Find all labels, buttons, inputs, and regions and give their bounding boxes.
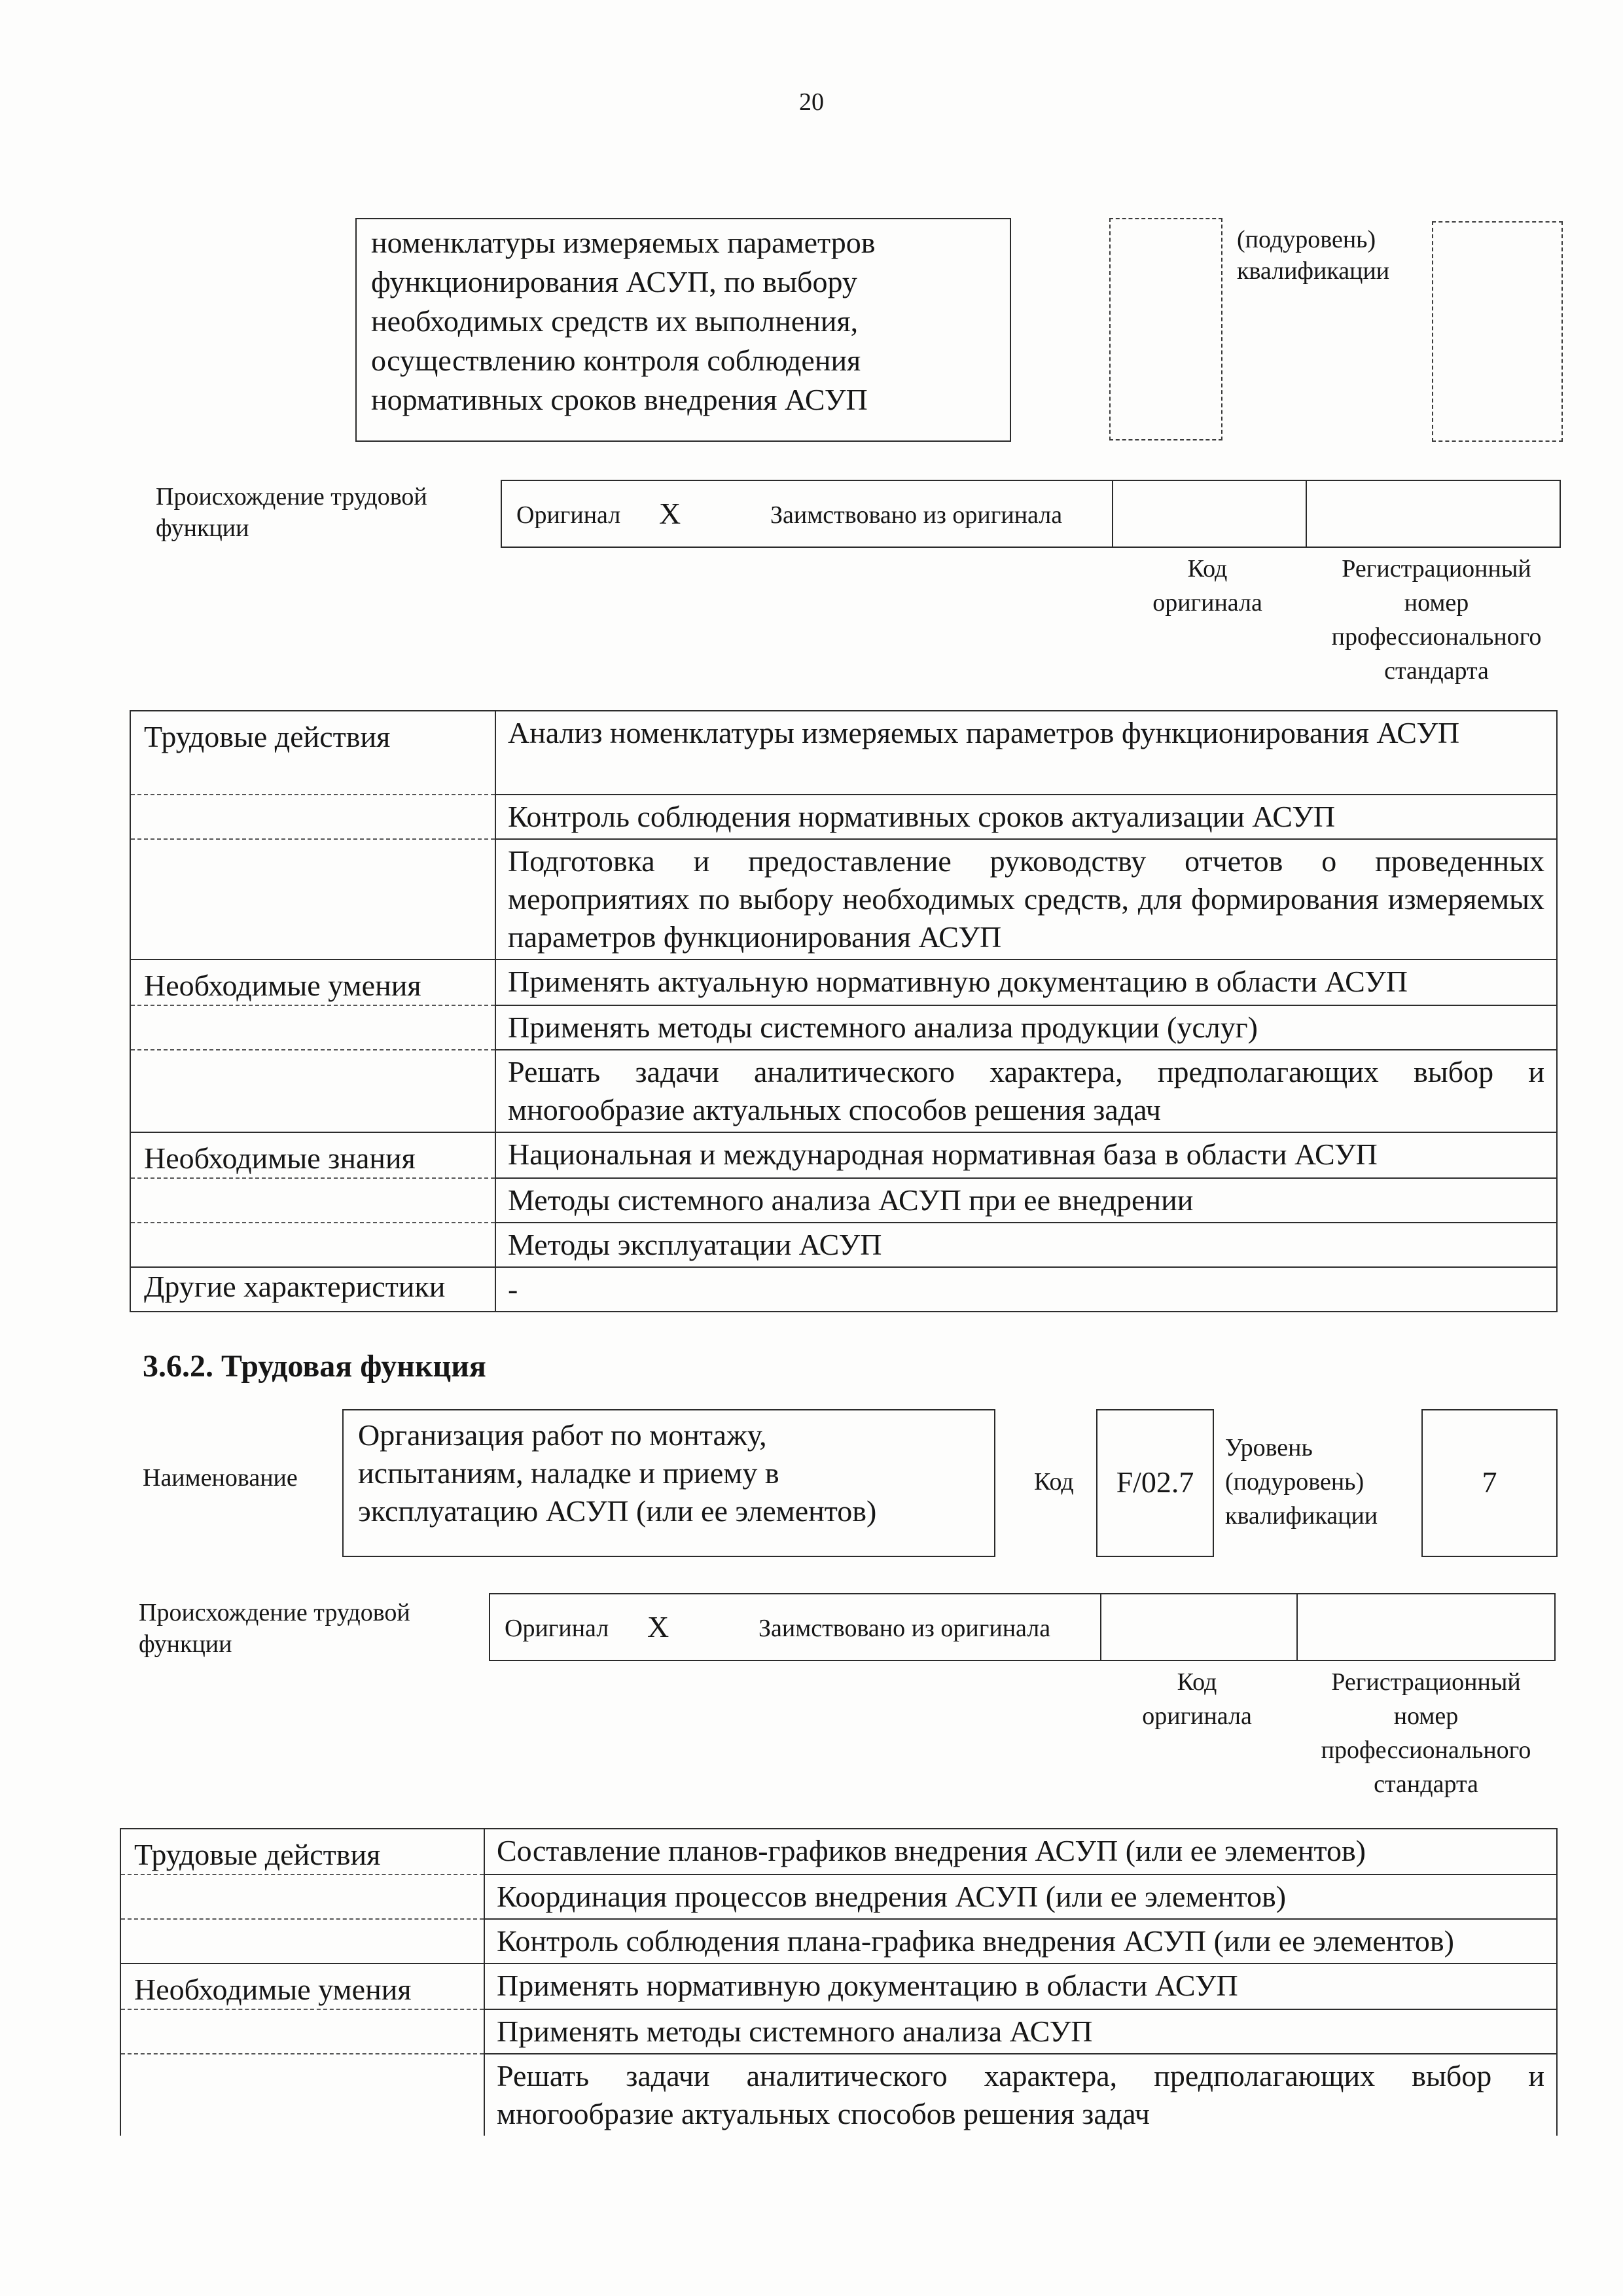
labor-function-table [120,1828,1558,2136]
skills-label: Необходимые умения [120,1964,484,2009]
reg-caption-line: Регистрационный [1331,1668,1521,1696]
action-item: Анализ номенклатуры измеряемых параметров функционирования АСУП [495,711,1557,795]
origin-cell-main [490,1594,1100,1660]
action-item: Контроль соблюдения нормативных сроков актуализации АСУП [495,795,1557,839]
knowledge-item: Методы эксплуатации АСУП [495,1223,1557,1267]
action-item: Контроль соблюдения плана-графика внедрения АСУП (или ее элементов) [484,1919,1557,1964]
reg-caption-line: номер [1404,589,1469,617]
code-caption-line: оригинала [1142,1702,1252,1730]
function-name-line: нормативных сроков внедрения АСУП [371,383,868,416]
code-caption-line: Код [1187,555,1228,583]
reg-caption [1306,552,1567,688]
code-caption-line: оригинала [1152,589,1262,617]
action-item: Координация процессов внедрения АСУП (или ее элементов) [484,1874,1557,1919]
page-number: 20 [799,88,824,116]
level-caption-line: (подуровень) [1225,1468,1364,1496]
skills-label: Необходимые умения [130,960,495,1005]
actions-label: Трудовые действия [120,1829,484,1874]
skill-item: Решать задачи аналитического характера, предполагающих выбор и многообразие актуальных способов решения задач [484,2054,1557,2136]
actions-label: Трудовые действия [130,711,495,795]
skill-item: Применять методы системного анализа продукции (услуг) [495,1005,1557,1050]
level-value: 7 [1482,1465,1497,1499]
level-box [1432,221,1563,442]
origin-code-cell [1100,1594,1296,1660]
origin-reg-cell [1306,481,1560,547]
skill-item: Применять методы системного анализа АСУП [484,2009,1557,2054]
skill-item: Применять нормативную документацию в области АСУП [484,1964,1557,2009]
original-mark: X [647,1610,669,1643]
function-name-line: осуществлению контроля соблюдения [371,344,861,377]
code-label: Код [1034,1468,1074,1496]
origin-code-cell [1112,481,1306,547]
code-box [1109,218,1222,440]
level-caption-line: квалификации [1225,1502,1378,1530]
reg-caption-line: профессионального [1331,623,1542,651]
original-label: Оригинал [505,1615,609,1642]
code-caption [1099,1665,1295,1733]
knowledge-item: Методы системного анализа АСУП при ее внедрении [495,1178,1557,1223]
borrowed-label: Заимствовано из оригинала [758,1615,1051,1642]
origin-reg-cell [1296,1594,1554,1660]
function-name-line: номенклатуры измеряемых параметров [371,226,876,259]
name-label: Наименование [143,1464,298,1492]
reg-caption-line: профессионального [1321,1736,1531,1764]
knowledge-label: Необходимые знания [130,1132,495,1178]
level-box [1421,1409,1558,1557]
level-caption-line: (подуровень) [1237,226,1376,253]
origin-row [501,480,1561,548]
original-label: Оригинал [516,501,621,529]
code-box [1096,1409,1214,1557]
origin-cell-main [502,481,1112,547]
section-heading: 3.6.2. Трудовая функция [143,1349,486,1384]
function-name-line: функционирования АСУП, по выбору [371,265,857,298]
other-label: Другие характеристики [130,1267,495,1312]
action-item: Составление планов-графиков внедрения АСУП (или ее элементов) [484,1829,1557,1874]
borrowed-label: Заимствовано из оригинала [770,501,1063,529]
origin-label-line: Происхождение трудовой [156,483,427,511]
skill-item: Применять актуальную нормативную документацию в области АСУП [495,960,1557,1005]
level-caption-line: квалификации [1237,257,1390,285]
origin-label-line: функции [156,514,249,542]
origin-label-line: Происхождение трудовой [139,1599,410,1626]
reg-caption-line: номер [1393,1702,1459,1730]
level-caption-line: Уровень [1225,1434,1313,1462]
function-name-line: испытаниям, наладке и приему в [358,1456,779,1490]
labor-function-table [130,710,1558,1312]
function-name-box [342,1409,995,1557]
code-caption [1111,552,1304,620]
function-name-line: эксплуатацию АСУП (или ее элементов) [358,1494,877,1528]
original-mark: X [659,497,681,530]
function-name-line: Организация работ по монтажу, [358,1418,767,1452]
reg-caption [1295,1665,1557,1801]
code-value: F/02.7 [1116,1465,1194,1499]
skill-item: Решать задачи аналитического характера, предполагающих выбор и многообразие актуальных способов решения задач [495,1050,1557,1132]
function-name-box [355,218,1011,442]
origin-label-line: функции [139,1630,232,1658]
function-name-line: необходимых средств их выполнения, [371,304,859,338]
origin-row [489,1593,1556,1661]
knowledge-item: Национальная и международная нормативная база в области АСУП [495,1132,1557,1178]
reg-caption-line: Регистрационный [1342,555,1531,583]
other-value: - [495,1267,1557,1312]
reg-caption-line: стандарта [1374,1770,1478,1798]
action-item: Подготовка и предоставление руководству отчетов о проведенных мероприятиях по выбору необходимых средств, для формирования измеряемых параметров функционирования АСУП [495,839,1557,960]
reg-caption-line: стандарта [1384,657,1489,685]
code-caption-line: Код [1177,1668,1217,1696]
